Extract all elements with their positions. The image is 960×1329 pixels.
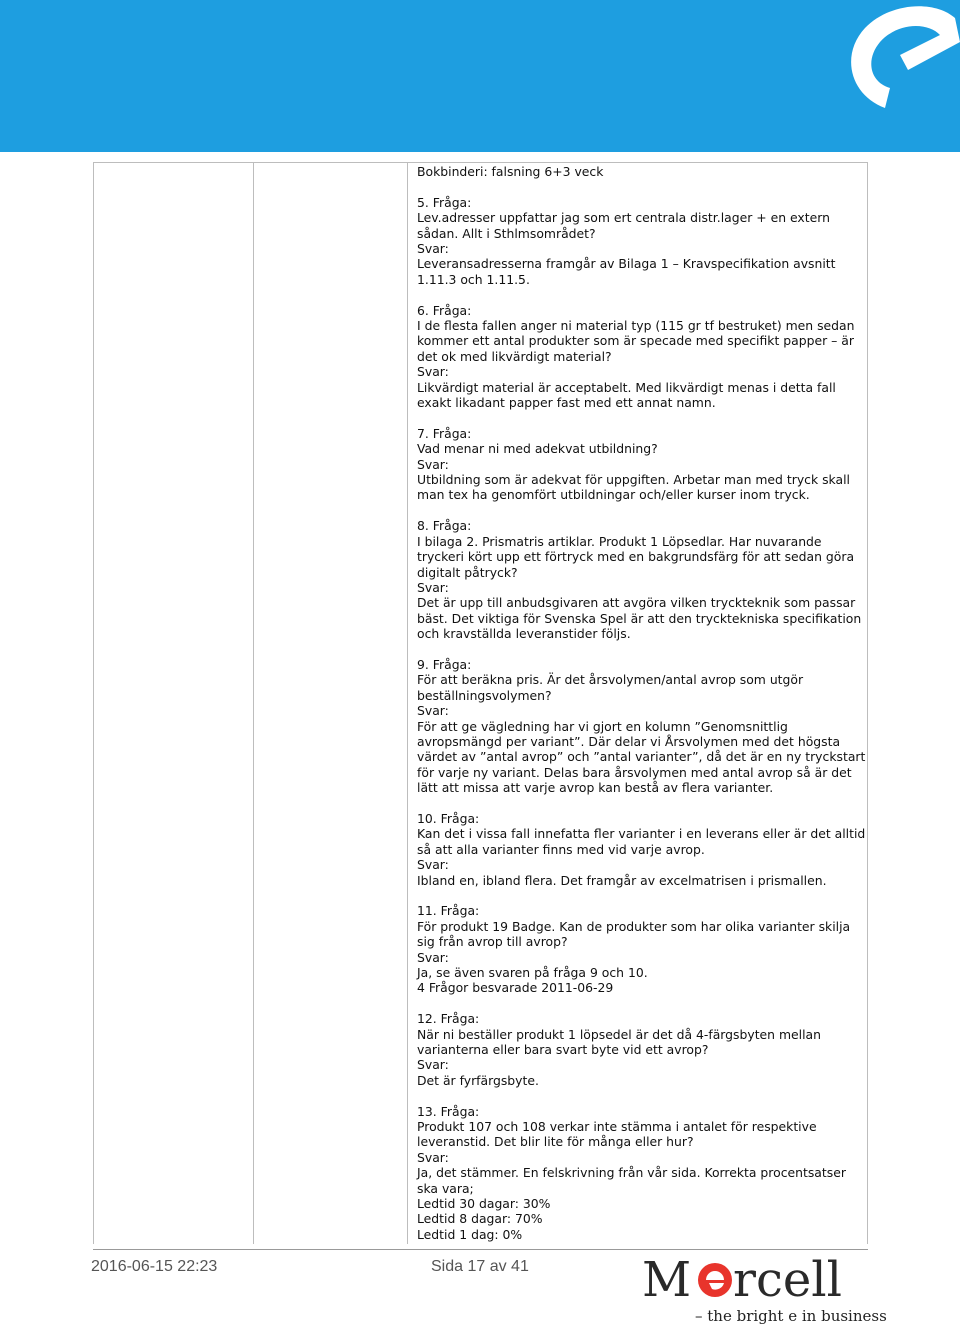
footer-tagline: – the bright e in business [695, 1307, 887, 1325]
footer-page-number: Sida 17 av 41 [431, 1258, 529, 1275]
qa-item [417, 303, 867, 411]
qa-item [417, 1011, 867, 1088]
mercell-logo [640, 1250, 850, 1305]
table-column-border [93, 162, 94, 1244]
question-text: För att beräkna pris. Är det årsvolymen/antal avrop som utgör beställningsvolymen? [417, 672, 804, 703]
question-number: 5. [417, 194, 429, 210]
footer-timestamp: 2016-06-15 22:23 [91, 1258, 218, 1275]
question-text: Vad menar ni med adekvat utbildning? [417, 441, 658, 457]
question-heading [417, 426, 867, 441]
answer-text: Ja, det stämmer. En felskrivning från vår sida. Korrekta procentsatser ska vara; [417, 1165, 846, 1196]
mercell-e-icon [820, 0, 960, 115]
question-number: 12. [417, 1011, 437, 1027]
qa-item [417, 518, 867, 641]
answer-label: Svar: [417, 456, 449, 472]
qa-item [417, 195, 867, 287]
question-heading [417, 518, 867, 533]
answer-line: Ledtid 8 dagar: 70% [417, 1211, 543, 1227]
question-heading [417, 195, 867, 210]
answer-label: Svar: [417, 364, 449, 380]
question-label: Fråga: [432, 194, 472, 210]
qa-item [417, 657, 867, 796]
qa-item [417, 903, 867, 995]
answer-note: 4 Frågor besvarade 2011-06-29 [417, 980, 614, 996]
qa-item [417, 1104, 867, 1243]
question-number: 6. [417, 302, 429, 318]
question-label: Fråga: [440, 810, 480, 826]
table-column-border [407, 162, 408, 1244]
question-heading [417, 1011, 867, 1026]
question-number: 9. [417, 656, 429, 672]
question-number: 13. [417, 1103, 437, 1119]
table-column-border [867, 162, 868, 1244]
answer-label: Svar: [417, 579, 449, 595]
answer-label: Svar: [417, 857, 449, 873]
qa-list [417, 195, 867, 1243]
svg-text:rcell: rcell [733, 1252, 842, 1305]
answer-label: Svar: [417, 949, 449, 965]
answer-text: Ibland en, ibland flera. Det framgår av excelmatrisen i prismallen. [417, 872, 827, 888]
answer-label: Svar: [417, 703, 449, 719]
qa-content [417, 164, 867, 1258]
answer-line: Ledtid 30 dagar: 30% [417, 1196, 551, 1212]
qa-item [417, 426, 867, 503]
question-label: Fråga: [440, 1103, 480, 1119]
header-band [0, 0, 960, 152]
question-number: 11. [417, 903, 437, 919]
question-text: Kan det i vissa fall innefatta fler varianter i en leverans eller är det alltid så att alla varianter finns med vid varje avrop. [417, 826, 866, 857]
answer-line: Ledtid 1 dag: 0% [417, 1226, 523, 1242]
answer-text: För att ge vägledning har vi gjort en kolumn ”Genomsnittlig avropsmängd per variant”. Där delar vi Årsvolymen med det högsta värdet av ”antal avrop” och ”antal varianter”, då det är en ny tryckstart för varje ny variant. Delas bara årsvolymen med antal avrop så är det lätt att missa att varje avrop kan bestå av flera varianter. [417, 718, 866, 796]
question-text: I bilaga 2. Prismatris artiklar. Produkt 1 Löpsedlar. Har nuvarande tryckeri kört upp ett förtryck med en bakgrundsfärg för att sedan göra digitalt påtryck? [417, 533, 855, 580]
answer-text: Det är upp till anbudsgivaren att avgöra vilken tryckteknik som passar bäst. Det viktiga för Svenska Spel är att den trycktekniska specifikation och kravställda leveranstider följs. [417, 595, 862, 642]
question-text: Lev.adresser uppfattar jag som ert centrala distr.lager + en extern sådan. Allt i Sthlmsområdet? [417, 210, 830, 241]
question-number: 10. [417, 810, 437, 826]
table-top-border [93, 162, 868, 163]
question-heading [417, 1104, 867, 1119]
question-label: Fråga: [432, 302, 472, 318]
question-label: Fråga: [432, 425, 472, 441]
answer-text: Likvärdigt material är acceptabelt. Med likvärdigt menas i detta fall exakt likadant papper fast med ett annat namn. [417, 379, 836, 411]
question-text: Produkt 107 och 108 verkar inte stämma i antalet för respektive leveranstid. Det blir lite för många eller hur? [417, 1119, 817, 1150]
table-column-border [253, 162, 254, 1244]
question-label: Fråga: [440, 1011, 480, 1027]
question-heading [417, 303, 867, 318]
question-label: Fråga: [432, 518, 472, 534]
question-text: För produkt 19 Badge. Kan de produkter som har olika varianter skilja sig från avrop till avrop? [417, 918, 851, 950]
qa-item [417, 811, 867, 888]
question-text: När ni beställer produkt 1 löpsedel är det då 4-färgsbyten mellan varianterna eller bara svart byte vid ett avrop? [417, 1026, 821, 1058]
question-heading [417, 903, 867, 918]
question-label: Fråga: [440, 903, 480, 919]
answer-label: Svar: [417, 241, 449, 257]
question-heading [417, 657, 867, 672]
answer-text: Utbildning som är adekvat för uppgiften. Arbetar man med tryck skall man tex ha genomfört utbildningar och/eller kurser inom tryck. [417, 472, 850, 503]
question-number: 8. [417, 518, 429, 534]
question-number: 7. [417, 425, 429, 441]
answer-text: Det är fyrfärgsbyte. [417, 1072, 539, 1088]
answer-text: Ja, se även svaren på fråga 9 och 10. [417, 965, 648, 981]
answer-text: Leveransadresserna framgår av Bilaga 1 – Kravspecifikation avsnitt 1.11.3 och 1.11.5. [417, 256, 836, 287]
svg-text:M: M [642, 1252, 692, 1305]
question-heading [417, 811, 867, 826]
answer-label: Svar: [417, 1149, 449, 1165]
answer-label: Svar: [417, 1057, 449, 1073]
question-label: Fråga: [432, 656, 472, 672]
intro-line: Bokbinderi: falsning 6+3 veck [417, 164, 604, 179]
question-text: I de flesta fallen anger ni material typ (115 gr tf bestruket) men sedan kommer ett antal produkter som är specade med specifikt papper – är det ok med likvärdigt material? [417, 318, 855, 364]
